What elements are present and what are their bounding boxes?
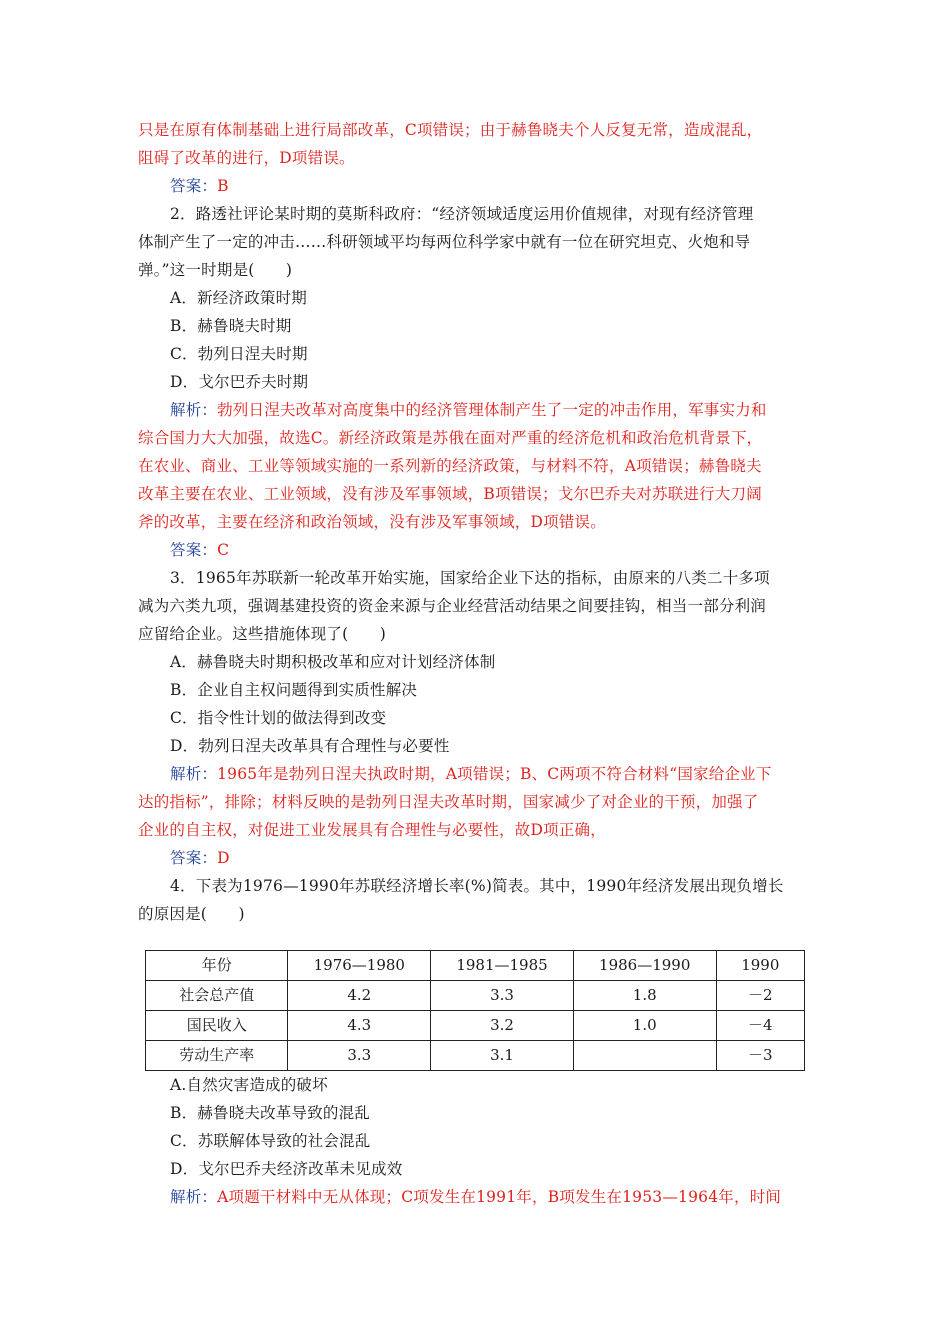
answer-line	[138, 844, 818, 872]
analysis-line: 达的指标”，排除；材料反映的是勃列日涅夫改革时期，国家减少了对企业的干预，加强了	[138, 793, 759, 811]
option-a: A．新经济政策时期	[170, 289, 307, 307]
document-page	[138, 116, 818, 1211]
table-cell: 国民收入	[146, 1011, 288, 1041]
analysis-text: 勃列日涅夫改革对高度集中的经济管理体制产生了一定的冲击作用，军事实力和	[217, 401, 767, 419]
answer-label: 答案：	[170, 177, 218, 195]
analysis-label: 解析：	[170, 765, 218, 783]
question-stem-line: 弹。”这一时期是( )	[138, 261, 293, 279]
question-stem-line: 的原因是( )	[138, 905, 245, 923]
table-header-row	[146, 951, 805, 981]
option-c: C．苏联解体导致的社会混乱	[170, 1132, 371, 1150]
table-cell: 3.3	[288, 1041, 431, 1071]
table-cell: 3.1	[431, 1041, 574, 1071]
option-b: B．企业自主权问题得到实质性解决	[170, 681, 418, 699]
analysis-line: 阻碍了改革的进行，D项错误。	[138, 149, 355, 167]
table-cell: 4.3	[288, 1011, 431, 1041]
table-header-cell: 1976—1980	[288, 951, 431, 981]
analysis-line	[138, 396, 818, 424]
answer-value: D	[217, 849, 230, 867]
table-header-cell: 1981—1985	[431, 951, 574, 981]
question-stem-line: 减为六类九项，强调基建投资的资金来源与企业经营活动结果之间要挂钩，相当一部分利润	[138, 597, 767, 615]
answer-value: C	[217, 541, 230, 559]
table-cell: －2	[716, 981, 804, 1011]
option-d: D．勃列日涅夫改革具有合理性与必要性	[170, 737, 450, 755]
table-header-cell: 年份	[146, 951, 288, 981]
analysis-line: 在农业、商业、工业等领域实施的一系列新的经济政策，与材料不符，A项错误；赫鲁晓夫	[138, 457, 762, 475]
table-row	[146, 1011, 805, 1041]
table-header-cell: 1990	[716, 951, 804, 981]
table-row	[146, 1041, 805, 1071]
table-cell	[573, 1041, 716, 1071]
option-c: C．勃列日涅夫时期	[170, 345, 308, 363]
analysis-line: 改革主要在农业、工业领域，没有涉及军事领域，B项错误；戈尔巴乔夫对苏联进行大刀阔	[138, 485, 762, 503]
analysis-line	[138, 760, 818, 788]
analysis-text: A项题干材料中无从体现；C项发生在1991年，B项发生在1953—1964年，时间	[217, 1188, 782, 1206]
option-a: A．赫鲁晓夫时期积极改革和应对计划经济体制	[170, 653, 496, 671]
question-stem-line: 2．路透社评论某时期的莫斯科政府：“经济领域适度运用价值规律，对现有经济管理	[170, 205, 754, 223]
analysis-line: 只是在原有体制基础上进行局部改革，C项错误；由于赫鲁晓夫个人反复无常，造成混乱，	[138, 121, 763, 139]
question-stem-line: 体制产生了一定的冲击……科研领域平均每两位科学家中就有一位在研究坦克、火炮和导	[138, 233, 751, 251]
table-cell: －3	[716, 1041, 804, 1071]
question-stem-line: 4．下表为1976—1990年苏联经济增长率(%)简表。其中，1990年经济发展出现负增长	[170, 877, 784, 895]
option-c: C．指令性计划的做法得到改变	[170, 709, 387, 727]
table-header-cell: 1986—1990	[573, 951, 716, 981]
answer-value: B	[217, 177, 229, 195]
answer-line	[138, 536, 818, 564]
question-stem-line: 3．1965年苏联新一轮改革开始实施，国家给企业下达的指标，由原来的八类二十多项	[170, 569, 770, 587]
answer-label: 答案：	[170, 541, 218, 559]
answer-label: 答案：	[170, 849, 218, 867]
question-stem-line: 应留给企业。这些措施体现了( )	[138, 625, 386, 643]
growth-rate-table	[145, 950, 805, 1071]
analysis-line: 企业的自主权，对促进工业发展具有合理性与必要性，故D项正确，	[138, 821, 606, 839]
table-cell: 4.2	[288, 981, 431, 1011]
analysis-line	[138, 1183, 818, 1211]
option-d: D．戈尔巴乔夫时期	[170, 373, 309, 391]
analysis-label: 解析：	[170, 1188, 218, 1206]
table-cell: 社会总产值	[146, 981, 288, 1011]
analysis-label: 解析：	[170, 401, 218, 419]
option-b: B．赫鲁晓夫时期	[170, 317, 292, 335]
table-row	[146, 981, 805, 1011]
option-d: D．戈尔巴乔夫经济改革未见成效	[170, 1160, 403, 1178]
table-cell: 3.3	[431, 981, 574, 1011]
answer-line	[138, 172, 818, 200]
analysis-line: 综合国力大大加强，故选C。新经济政策是苏俄在面对严重的经济危机和政治危机背景下，	[138, 429, 763, 447]
table-cell: 1.8	[573, 981, 716, 1011]
option-b: B．赫鲁晓夫改革导致的混乱	[170, 1104, 370, 1122]
table-cell: 劳动生产率	[146, 1041, 288, 1071]
table-cell: 3.2	[431, 1011, 574, 1041]
table-cell: －4	[716, 1011, 804, 1041]
option-a: A.自然灾害造成的破坏	[170, 1076, 328, 1094]
table-cell: 1.0	[573, 1011, 716, 1041]
analysis-text: 1965年是勃列日涅夫执政时期，A项错误；B、C两项不符合材料“国家给企业下	[217, 765, 772, 783]
analysis-line: 斧的改革，主要在经济和政治领域，没有涉及军事领域，D项错误。	[138, 513, 606, 531]
growth-rate-table-wrapper	[145, 950, 818, 1071]
